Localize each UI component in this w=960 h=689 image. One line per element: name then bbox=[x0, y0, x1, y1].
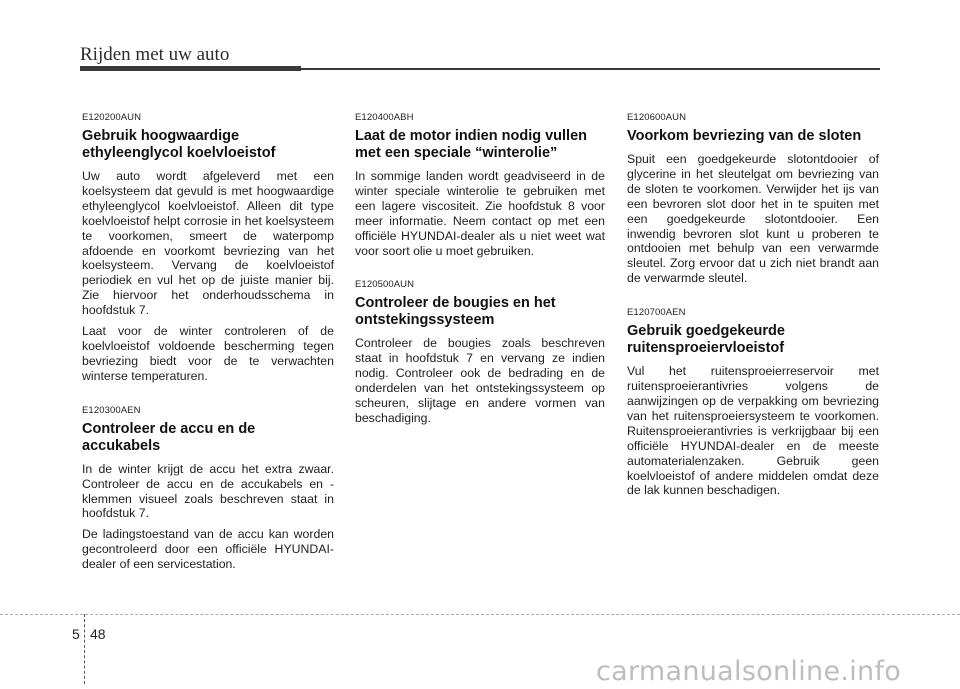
footer-separator bbox=[84, 614, 86, 684]
watermark: carmanualsonline.info bbox=[596, 656, 902, 687]
section-heading: Gebruik goedgekeurde ruitensproeiervloeistof bbox=[627, 323, 785, 357]
section-locks bbox=[627, 112, 879, 286]
header-rule-thick bbox=[80, 66, 301, 71]
section-paragraph: Spuit een goedgekeurde slotontdooier of glycerine in het sleutelgat om bevriezing van de sloten te voorkomen. Verwijder het ijs van een bevroren slot door het in te spuiten met een goedgekeurde slotontdooier. Een inwendig bevroren slot kunt u proberen te ontdooien met behulp van een verwarmde sleutel. Zorg ervoor dat u zich niet brandt aan de verwarmde sleutel. bbox=[627, 152, 879, 286]
section-paragraph: In de winter krijgt de accu het extra zwaar. Controleer de accu en de accukabels en -klemmen visueel zoals beschreven staat in hoofdstuk 7. bbox=[82, 461, 334, 521]
section-paragraph: Uw auto wordt afgeleverd met een koelsysteem dat gevuld is met hoogwaardige ethyleenglycol koelvloeistof. Alleen dit type koelvloeistof helpt corrosie in het koelsysteem te voorkomen, smeert de waterpomp afdoende en voorkomt bevriezing van het koelsysteem. Vervang de koelvloeistof periodiek en vul het op de juiste manier bij. Zie hiervoor het onderhoudsschema in hoofdstuk 7. bbox=[82, 169, 334, 318]
section-spark-plugs bbox=[355, 279, 605, 425]
column-3 bbox=[627, 112, 879, 519]
footer-guide-line bbox=[0, 614, 960, 616]
section-code: E120700AEN bbox=[627, 307, 686, 319]
section-heading: Controleer de bougies en het ontstekingssysteem bbox=[355, 295, 556, 329]
section-code: E120500AUN bbox=[355, 279, 415, 291]
page-number: 48 bbox=[90, 626, 106, 642]
section-battery bbox=[82, 405, 334, 572]
section-code: E120600AUN bbox=[627, 112, 687, 123]
section-code: E120400ABH bbox=[355, 112, 414, 123]
section-winter-oil bbox=[355, 112, 605, 258]
section-code: E120300AEN bbox=[82, 404, 141, 416]
column-1 bbox=[82, 112, 334, 593]
column-2 bbox=[355, 112, 605, 447]
section-washer-fluid bbox=[627, 307, 879, 498]
section-heading: Gebruik hoogwaardige ethyleenglycol koelvloeistof bbox=[82, 128, 276, 161]
section-paragraph: Controleer de bougies zoals beschreven staat in hoofdstuk 7 en vervang ze indien nodig. Controleer ook de bedrading en de onderdelen van het ontstekingssysteem op scheuren, slijtage en andere vormen van beschadiging. bbox=[355, 336, 605, 425]
section-paragraph: In sommige landen wordt geadviseerd in de winter speciale winterolie te gebruiken met een lagere viscositeit. Zie hoofdstuk 8 voor meer informatie. Neem contact op met een officiële HYUNDAI-dealer als u niet weet wat voor soort olie u moet gebruiken. bbox=[355, 169, 605, 258]
section-heading: Laat de motor indien nodig vullen met een speciale “winterolie” bbox=[355, 128, 588, 161]
section-paragraph: De ladingstoestand van de accu kan worden gecontroleerd door een officiële HYUNDAI-dealer of een servicestation. bbox=[82, 527, 334, 572]
section-coolant bbox=[82, 112, 334, 384]
section-heading: Controleer de accu en de accukabels bbox=[82, 420, 256, 454]
section-paragraph: Laat voor de winter controleren of de koelvloeistof voldoende bescherming tegen bevriezing biedt voor de te verwachten winterse temperaturen. bbox=[82, 324, 334, 383]
section-code: E120200AUN bbox=[82, 112, 142, 123]
chapter-number: 5 bbox=[72, 626, 80, 642]
section-heading: Voorkom bevriezing van de sloten bbox=[627, 128, 862, 144]
section-paragraph: Vul het ruitensproeierreservoir met ruitensproeierantivries volgens de aanwijzingen op de verpakking om bevriezing van het ruitensproeiersysteem te voorkomen. Ruitensproeierantivries is verkrijgbaar bij een officiële HYUNDAI-dealer en de meeste automaterialenzaken. Gebruik geen koelvloeistof of andere middelen omdat deze de lak kunnen beschadigen. bbox=[627, 364, 879, 498]
page-header-title: Rijden met uw auto bbox=[80, 44, 230, 65]
header-rule-thin bbox=[301, 68, 880, 70]
